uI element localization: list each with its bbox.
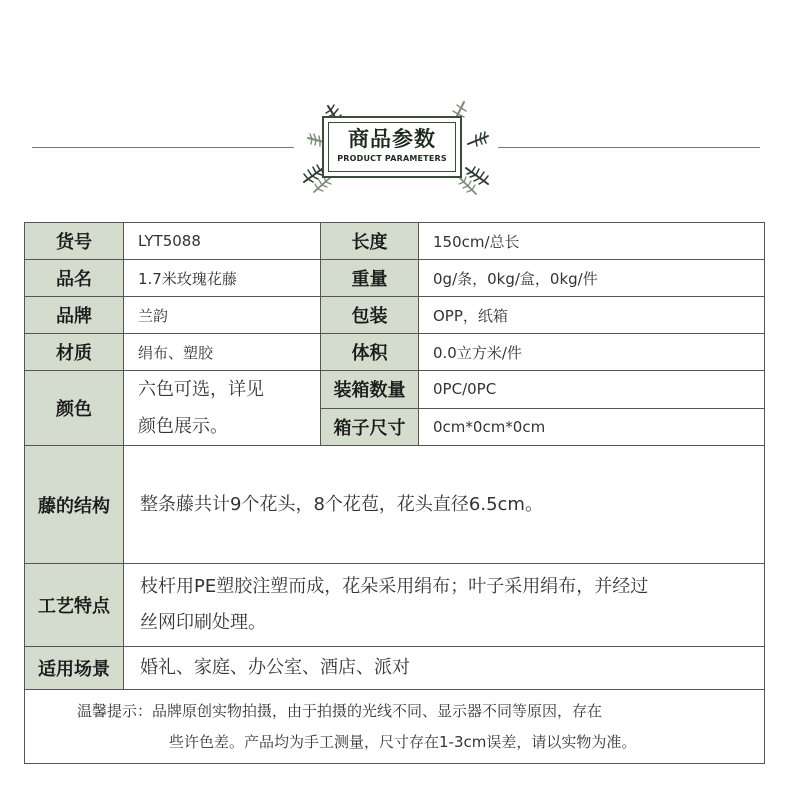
param-label: 材质 bbox=[25, 334, 124, 371]
param-value: 1.7米玫瑰花藤 bbox=[124, 260, 321, 297]
param-value: OPP，纸箱 bbox=[419, 297, 765, 334]
param-label: 品名 bbox=[25, 260, 124, 297]
param-label: 颜色 bbox=[25, 371, 124, 446]
color-value-line2: 颜色展示。 bbox=[138, 416, 228, 437]
table-row bbox=[25, 223, 765, 260]
craft-value-line1: 枝杆用PE塑胶注塑而成，花朵采用绢布；叶子采用绢布，并经过 bbox=[140, 576, 649, 597]
param-value bbox=[124, 371, 321, 446]
param-label: 包装 bbox=[321, 297, 419, 334]
header-divider-left bbox=[32, 147, 294, 148]
section-title-box bbox=[322, 116, 462, 178]
param-label: 体积 bbox=[321, 334, 419, 371]
table-row bbox=[25, 297, 765, 334]
notice-line1: 温馨提示：品牌原创实物拍摄，由于拍摄的光线不同、显示器不同等原因，存在 bbox=[77, 701, 603, 720]
param-value: 0.0立方米/件 bbox=[419, 334, 765, 371]
param-value: 0PC/0PC bbox=[419, 371, 765, 409]
param-value: 婚礼、家庭、办公室、酒店、派对 bbox=[124, 647, 765, 690]
param-label: 重量 bbox=[321, 260, 419, 297]
section-header-badge bbox=[298, 98, 494, 196]
table-row bbox=[25, 260, 765, 297]
param-value: 绢布、塑胶 bbox=[124, 334, 321, 371]
notice-line2: 些许色差。产品均为手工测量，尺寸存在1-3cm误差，请以实物为准。 bbox=[169, 732, 637, 751]
param-label: 装箱数量 bbox=[321, 371, 419, 409]
param-value: 150cm/总长 bbox=[419, 223, 765, 260]
param-value: 0g/条，0kg/盒，0kg/件 bbox=[419, 260, 765, 297]
header-divider-right bbox=[498, 147, 760, 148]
table-row bbox=[25, 446, 765, 564]
param-value: 兰韵 bbox=[124, 297, 321, 334]
param-value: 0cm*0cm*0cm bbox=[419, 408, 765, 446]
param-value bbox=[124, 564, 765, 647]
param-value: LYT5088 bbox=[124, 223, 321, 260]
param-label: 工艺特点 bbox=[25, 564, 124, 647]
color-value-line1: 六色可选，详见 bbox=[138, 379, 264, 400]
param-label: 适用场景 bbox=[25, 647, 124, 690]
param-label: 品牌 bbox=[25, 297, 124, 334]
product-parameters-table bbox=[24, 222, 765, 764]
param-value: 整条藤共计9个花头，8个花苞，花头直径6.5cm。 bbox=[124, 446, 765, 564]
param-label: 藤的结构 bbox=[25, 446, 124, 564]
table-row bbox=[25, 564, 765, 647]
param-label: 长度 bbox=[321, 223, 419, 260]
param-label: 箱子尺寸 bbox=[321, 408, 419, 446]
section-subtitle: PRODUCT PARAMETERS bbox=[337, 154, 447, 163]
param-label: 货号 bbox=[25, 223, 124, 260]
table-row bbox=[25, 334, 765, 371]
craft-value-line2: 丝网印刷处理。 bbox=[140, 612, 266, 633]
table-row bbox=[25, 647, 765, 690]
section-title: 商品参数 bbox=[348, 127, 436, 151]
table-row bbox=[25, 690, 765, 764]
notice-box bbox=[25, 690, 765, 764]
table-row bbox=[25, 371, 765, 409]
